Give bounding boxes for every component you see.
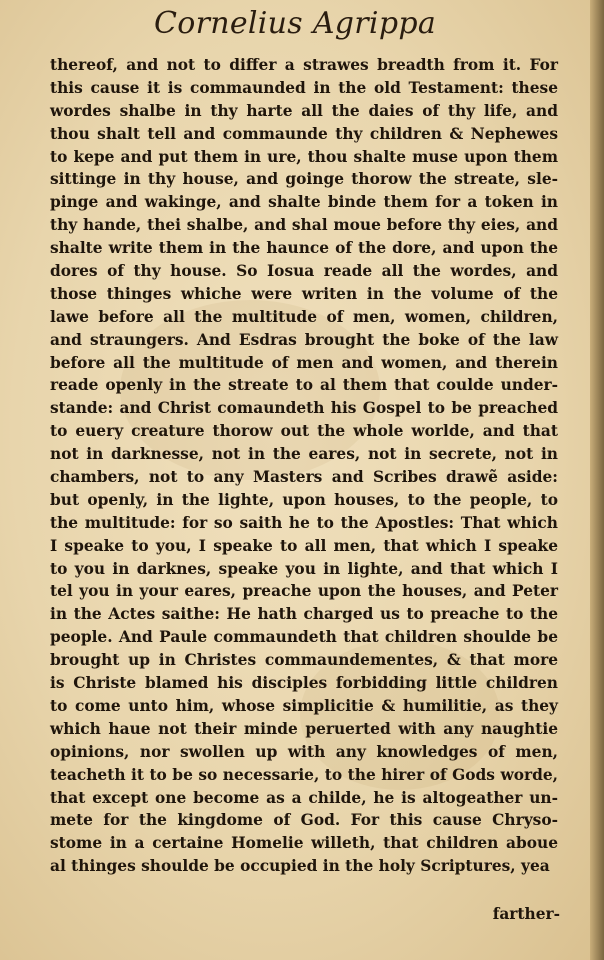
text-line: pinge and wakinge, and shalte binde them for a token in	[50, 193, 558, 212]
text-line: the multitude: for so saith he to the Apostles: That which	[50, 513, 558, 532]
text-line: which haue not their minde peruerted with any naughtie	[50, 719, 558, 738]
text-line: tel you in your eares, preache upon the houses, and Peter	[50, 582, 558, 601]
body-text	[50, 54, 558, 878]
text-line: thou shalt tell and commaunde thy children & Nephewes	[50, 124, 558, 143]
text-line: chambers, not to any Masters and Scribes drawẽ aside:	[50, 468, 558, 487]
text-line: those thinges whiche were writen in the volume of the	[50, 284, 558, 303]
text-line: wordes shalbe in thy harte all the daies of thy life, and	[50, 101, 558, 120]
text-line: people. And Paule commaundeth that children shoulde be	[50, 628, 558, 647]
text-line: is Christe blamed his disciples forbidding little children	[50, 674, 558, 693]
text-line: teacheth it to be so necessarie, to the hirer of Gods worde,	[50, 765, 558, 784]
text-line: not in darknesse, not in the eares, not in secrete, not in	[50, 445, 558, 464]
text-line: that except one become as a childe, he is altogeather un-	[50, 788, 558, 807]
text-line: dores of thy house. So Iosua reade all the wordes, and	[50, 262, 558, 281]
text-line: stome in a certaine Homelie willeth, that children aboue	[50, 834, 558, 853]
text-line: shalte write them in the haunce of the dore, and upon the	[50, 239, 558, 258]
text-line: thereof, and not to differ a strawes breadth from it. For	[50, 56, 558, 74]
text-line: to euery creature thorow out the whole worlde, and that	[50, 422, 558, 441]
text-line: al thinges shoulde be occupied in the holy Scriptures, yea	[50, 857, 550, 876]
text-line: in the Actes saithe: He hath charged us to preache to the	[50, 605, 558, 624]
text-line: this cause it is commaunded in the old Testament: these	[50, 78, 558, 97]
text-line: to you in darknes, speake you in lighte, and that which I	[50, 559, 558, 578]
text-line: I speake to you, I speake to all men, that which I speake	[50, 536, 558, 555]
text-line: thy hande, thei shalbe, and shal moue before thy eies, and	[50, 216, 558, 235]
text-line: lawe before all the multitude of men, women, children,	[50, 307, 558, 326]
text-line: before all the multitude of men and women, and therein	[50, 353, 558, 372]
text-line: but openly, in the lighte, upon houses, to the people, to	[50, 490, 558, 509]
text-line: reade openly in the streate to al them that coulde under-	[50, 376, 558, 395]
text-line: to kepe and put them in ure, thou shalte muse upon them	[50, 147, 558, 166]
text-line: brought up in Christes commaundementes, & that more	[50, 651, 558, 670]
text-line: stande: and Christ comaundeth his Gospel to be preached	[50, 399, 558, 418]
page-gutter-edge	[590, 0, 604, 960]
text-line: sittinge in thy house, and goinge thorow the streate, sle-	[50, 170, 558, 189]
text-line: mete for the kingdome of God. For this cause Chryso-	[50, 811, 558, 830]
running-header: Cornelius Agrippa	[153, 6, 437, 41]
text-line: opinions, nor swollen up with any knowledges of men,	[50, 742, 558, 761]
text-line: and straungers. And Esdras brought the boke of the law	[50, 330, 558, 349]
catchword: farther-	[492, 905, 560, 923]
text-line: to come unto him, whose simplicitie & humilitie, as they	[50, 696, 558, 715]
